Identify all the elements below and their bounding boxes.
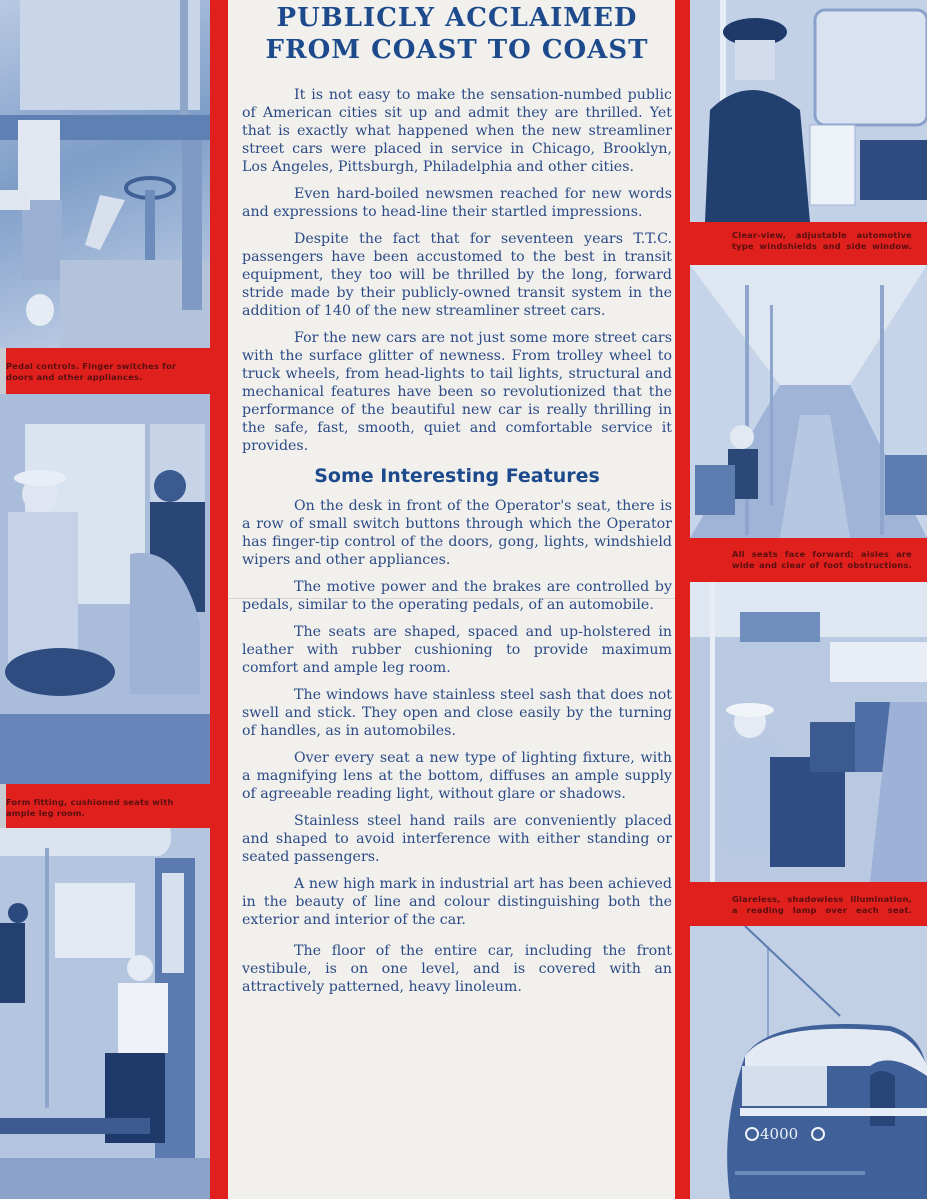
right-caption-1: Clear-view, adjustable automotive type windshields and side window.	[732, 230, 912, 251]
feature-paragraph: On the desk in front of the Operator's seat, there is a row of small switch buttons through which the Operator has finger-tip control of the doors, gong, lights, windshield wipers and other appliances.	[242, 498, 672, 568]
intro-paragraph: Even hard-boiled newsmen reached for new words and expressions to head-line their startled impressions.	[242, 186, 672, 220]
operator-pedals-photo	[0, 0, 210, 348]
feature-paragraph: The motive power and the brakes are controlled by pedals, similar to the operating pedals, of an automobile.	[242, 579, 672, 613]
interior-aisle-photo	[690, 265, 927, 538]
seated-passengers-photo	[0, 394, 210, 784]
right-caption-2: All seats face forward; aisles are wide and clear of foot obstructions.	[732, 549, 912, 570]
feature-paragraph: The floor of the entire car, including the front vestibule, is on one level, and is covered with an attractively patterned, heavy linoleum.	[242, 943, 672, 995]
car-number: 4000	[760, 1125, 799, 1143]
reading-passenger-photo	[690, 582, 927, 882]
streetcar-exterior-photo	[690, 926, 927, 1199]
operator-windshield-photo	[690, 0, 927, 222]
title-line-2: FROM COAST TO COAST	[265, 35, 649, 65]
intro-paragraph: It is not easy to make the sensation-numbed public of American cities sit up and admit they are thrilled. Yet that is exactly what happened when the new streamliner street cars were placed in service in Chicago, Brooklyn, Los Angeles, Pittsburgh, Philadelphia and other cities.	[242, 87, 672, 175]
feature-paragraph: A new high mark in industrial art has been achieved in the beauty of line and colour distinguishing both the exterior and interior of the car.	[242, 876, 672, 928]
feature-paragraph: The windows have stainless steel sash that does not swell and stick. They open and close easily by the turning of handles, as in automobiles.	[242, 687, 672, 739]
page-title	[242, 2, 672, 66]
intro-paragraph: Despite the fact that for seventeen years T.T.C. passengers have been accustomed to the best in transit equipment, they too will be thrilled by the long, forward stride made by their publicly-owned transit system in the addition of 140 of the new streamliner street cars.	[242, 231, 672, 319]
right-caption-3: Glareless, shadowless illumination, a reading lamp over each seat.	[732, 894, 912, 915]
article-body	[242, 0, 672, 1199]
boarding-doorway-photo	[0, 828, 210, 1199]
feature-paragraph: Stainless steel hand rails are conveniently placed and shaped to avoid interference with either standing or seated passengers.	[242, 813, 672, 865]
title-line-1: PUBLICLY ACCLAIMED	[276, 3, 638, 33]
intro-paragraph: For the new cars are not just some more street cars with the surface glitter of newness. From trolley wheel to truck wheels, from head-lights to tail lights, structural and mechanical features have been so revolutionized that the performance of the beautiful new car is really thrilling in the safe, fast, smooth, quiet and comfortable service it provides.	[242, 330, 672, 454]
features-heading: Some Interesting Features	[314, 465, 600, 487]
left-caption-1: Pedal controls. Finger switches for doors and other appliances.	[6, 361, 177, 382]
left-caption-2: Form fitting, cushioned seats with ample leg room.	[6, 797, 174, 818]
feature-paragraph: Over every seat a new type of lighting fixture, with a magnifying lens at the bottom, diffuses an ample supply of agreeable reading light, without glare or shadows.	[242, 750, 672, 802]
feature-paragraph: The seats are shaped, spaced and up-holstered in leather with rubber cushioning to provide maximum comfort and ample leg room.	[242, 624, 672, 676]
